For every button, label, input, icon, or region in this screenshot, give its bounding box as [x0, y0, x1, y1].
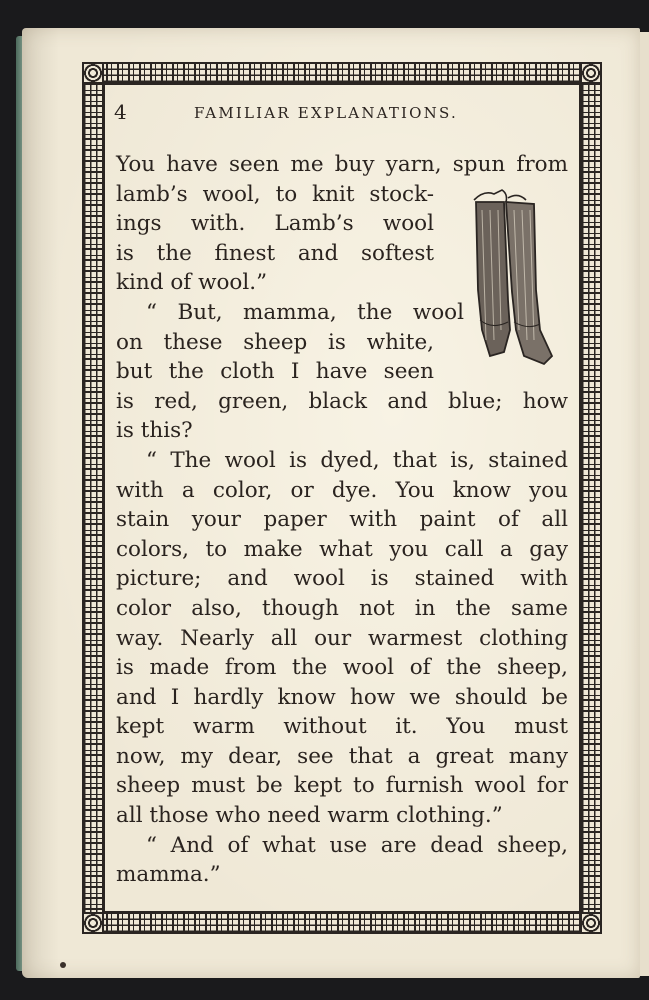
- text-line: You have seen me buy yarn, spun from: [116, 152, 568, 177]
- text-line: “ But, mamma, the wool: [146, 299, 464, 325]
- text-line: and I hardly know how we should be: [116, 684, 568, 710]
- text-line: lamb’s wool, to knit stock-: [116, 181, 434, 207]
- text-line: is made from the wool of the sheep,: [116, 655, 568, 681]
- border-left: [82, 62, 104, 934]
- running-head: FAMILIAR EXPLANATIONS.: [194, 104, 458, 122]
- border-bottom: [82, 912, 602, 934]
- text-line: all those who need warm clothing.”: [116, 803, 503, 829]
- page-number: 4: [114, 100, 127, 124]
- corner-rosette-icon: [82, 912, 104, 934]
- corner-rosette-icon: [82, 62, 104, 84]
- text-line: kept warm without it. You must: [116, 714, 568, 740]
- text-line: ings with. Lamb’s wool: [116, 211, 434, 237]
- body-text: [116, 150, 568, 890]
- text-line: now, my dear, see that a great many: [116, 743, 568, 769]
- border-top: [82, 62, 602, 84]
- text-line: way. Nearly all our warmest clothing: [116, 625, 568, 651]
- text-line: kind of wool.”: [116, 270, 268, 296]
- ink-spot: [60, 962, 66, 968]
- text-line: color also, though not in the same: [116, 595, 568, 621]
- text-line: stain your paper with paint of all: [116, 507, 568, 533]
- border-right: [580, 62, 602, 934]
- text-line: “ And of what use are dead sheep,: [146, 832, 568, 858]
- text-line: colors, to make what you call a gay: [116, 536, 568, 562]
- text-line: sheep must be kept to furnish wool for: [116, 773, 568, 799]
- text-line: “ The wool is dyed, that is, stained: [146, 447, 568, 473]
- corner-rosette-icon: [580, 912, 602, 934]
- text-line: is this?: [116, 418, 193, 444]
- corner-rosette-icon: [580, 62, 602, 84]
- text-line: is red, green, black and blue; how: [116, 388, 568, 414]
- text-line: mamma.”: [116, 862, 221, 888]
- text-line: is the finest and softest: [116, 240, 434, 266]
- text-line: picture; and wool is stained with: [116, 566, 568, 592]
- text-line: but the cloth I have seen: [116, 359, 434, 385]
- text-line: with a color, or dye. You know you: [116, 477, 568, 503]
- text-line: on these sheep is white,: [116, 329, 434, 355]
- page-header: [112, 96, 572, 126]
